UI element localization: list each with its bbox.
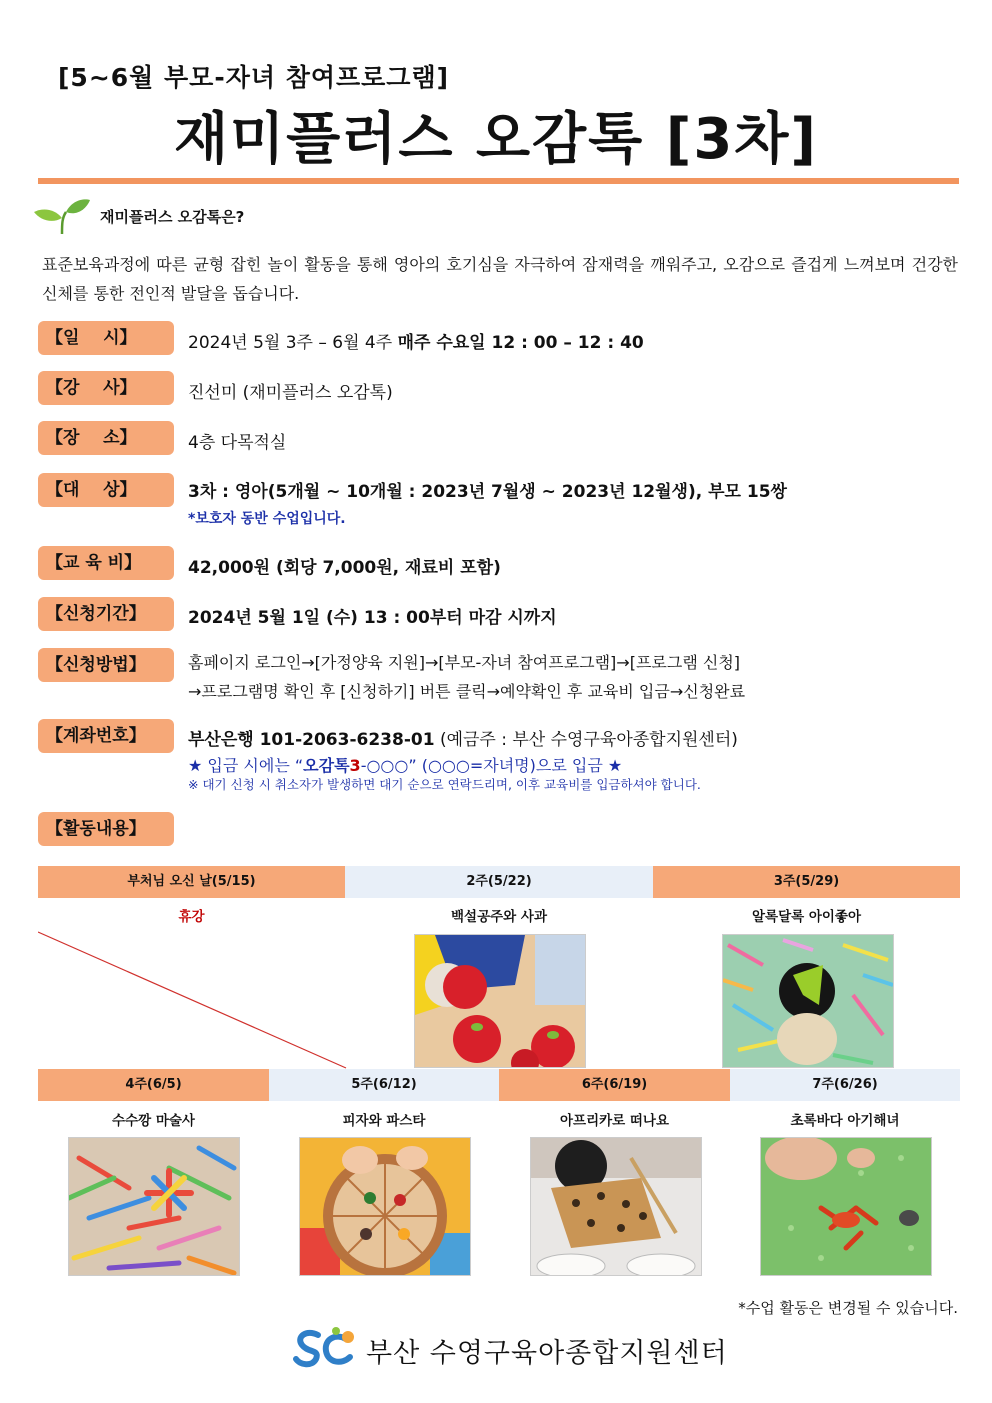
account-bank: 부산은행 101-2063-6238-01: [188, 730, 435, 750]
photo-green-sea: [760, 1137, 932, 1276]
deposit-instruction: ★ 입금 시에는 “오감톡3-○○○” (○○○=자녀명)으로 입금 ★: [188, 756, 623, 775]
method-line-2: →프로그램명 확인 후 [신청하기] 버튼 클릭→예약확인 후 교육비 입금→신청완료: [188, 682, 746, 701]
activity-title-3: 알록달록 아이좋아: [751, 909, 862, 925]
instructor-value: 진선미 (재미플러스 오감톡): [188, 383, 393, 403]
label-period: 【신청기간】: [38, 597, 174, 631]
week-header-2: 2주(5/22): [345, 866, 653, 898]
method-line-1: 홈페이지 로그인→[가정양육 지원]→[부모-자녀 참여프로그램]→[프로그램 신청]: [188, 653, 741, 672]
activity-title-7: 초록바다 아기해녀: [790, 1113, 900, 1129]
week-header-1: 부처님 오신 날(5/15): [38, 866, 345, 898]
label-method: 【신청방법】: [38, 648, 174, 682]
label-target: 【대 상】: [38, 473, 174, 507]
week-header-7: 7주(6/26): [730, 1069, 960, 1101]
label-instructor: 【강 사】: [38, 371, 174, 405]
waitlist-note: ※ 대기 신청 시 취소자가 발생하면 대기 순으로 연락드리며, 이후 교육비를 입금하셔야 합니다.: [188, 777, 701, 792]
photo-pizza: [299, 1137, 471, 1276]
target-note: *보호자 동반 수업입니다.: [188, 511, 346, 527]
cancelled-strike-line: [38, 930, 348, 1070]
activity-title-5: 피자와 파스타: [342, 1113, 426, 1129]
photo-paper-strips: [722, 934, 894, 1068]
deposit-code: 오감톡: [303, 756, 350, 775]
period-value: 2024년 5월 1일 (수) 13 : 00부터 마감 시까지: [188, 608, 557, 628]
account-holder: (예금주 : 부산 수영구육아종합지원센터): [434, 730, 738, 750]
target-value: 3차 : 영아(5개월 ~ 10개월 : 2023년 7월생 ~ 2023년 12월생), 부모 15쌍: [188, 482, 787, 502]
schedule-time: 매주 수요일 12 : 00 – 12 : 40: [397, 333, 644, 353]
week-header-3: 3주(5/29): [653, 866, 960, 898]
account-value: [188, 725, 738, 750]
schedule-value: [188, 328, 644, 353]
intro-heading: 재미플러스 오감톡은?: [100, 208, 245, 226]
label-account: 【계좌번호】: [38, 719, 174, 753]
photo-apples: [414, 934, 586, 1068]
label-schedule: 【일 시】: [38, 321, 174, 355]
page-title: 재미플러스 오감톡 [3차]: [173, 107, 818, 172]
deposit-number: 3: [349, 756, 361, 775]
activity-title-1: 휴강: [178, 909, 205, 925]
schedule-dates: 2024년 5월 3주 – 6월 4주: [188, 333, 398, 353]
week-header-5: 5주(6/12): [269, 1069, 499, 1101]
photo-sticks: [68, 1137, 240, 1276]
label-activities: 【활동내용】: [38, 812, 174, 846]
activity-title-6: 아프리카로 떠나요: [559, 1113, 670, 1129]
photo-africa: [530, 1137, 702, 1276]
sc-logo-icon: [292, 1325, 360, 1369]
activity-title-2: 백설공주와 사과: [451, 909, 547, 925]
week-header-6: 6주(6/19): [499, 1069, 730, 1101]
activity-title-4: 수수깡 마술사: [112, 1113, 195, 1129]
week-header-4: 4주(6/5): [38, 1069, 269, 1101]
label-place: 【장 소】: [38, 421, 174, 455]
label-fee: 【교 육 비】: [38, 546, 174, 580]
fee-value: 42,000원 (회당 7,000원, 재료비 포함): [188, 558, 501, 578]
intro-text: 표준보육과정에 따른 균형 잡힌 놀이 활동을 통해 영아의 호기심을 자극하여 잠재력을 깨워주고, 오감으로 즐겁게 느껴보며 건강한 신체를 통한 전인적 발달을 돕습니다.: [42, 255, 958, 303]
program-subtitle: [5~6월 부모-자녀 참여프로그램]: [58, 63, 450, 92]
change-notice: *수업 활동은 변경될 수 있습니다.: [738, 1299, 958, 1317]
sprout-icon: [32, 196, 92, 236]
header-divider: [38, 178, 959, 184]
organization-name: 부산 수영구육아종합지원센터: [366, 1338, 728, 1369]
place-value: 4층 다목적실: [188, 433, 287, 453]
